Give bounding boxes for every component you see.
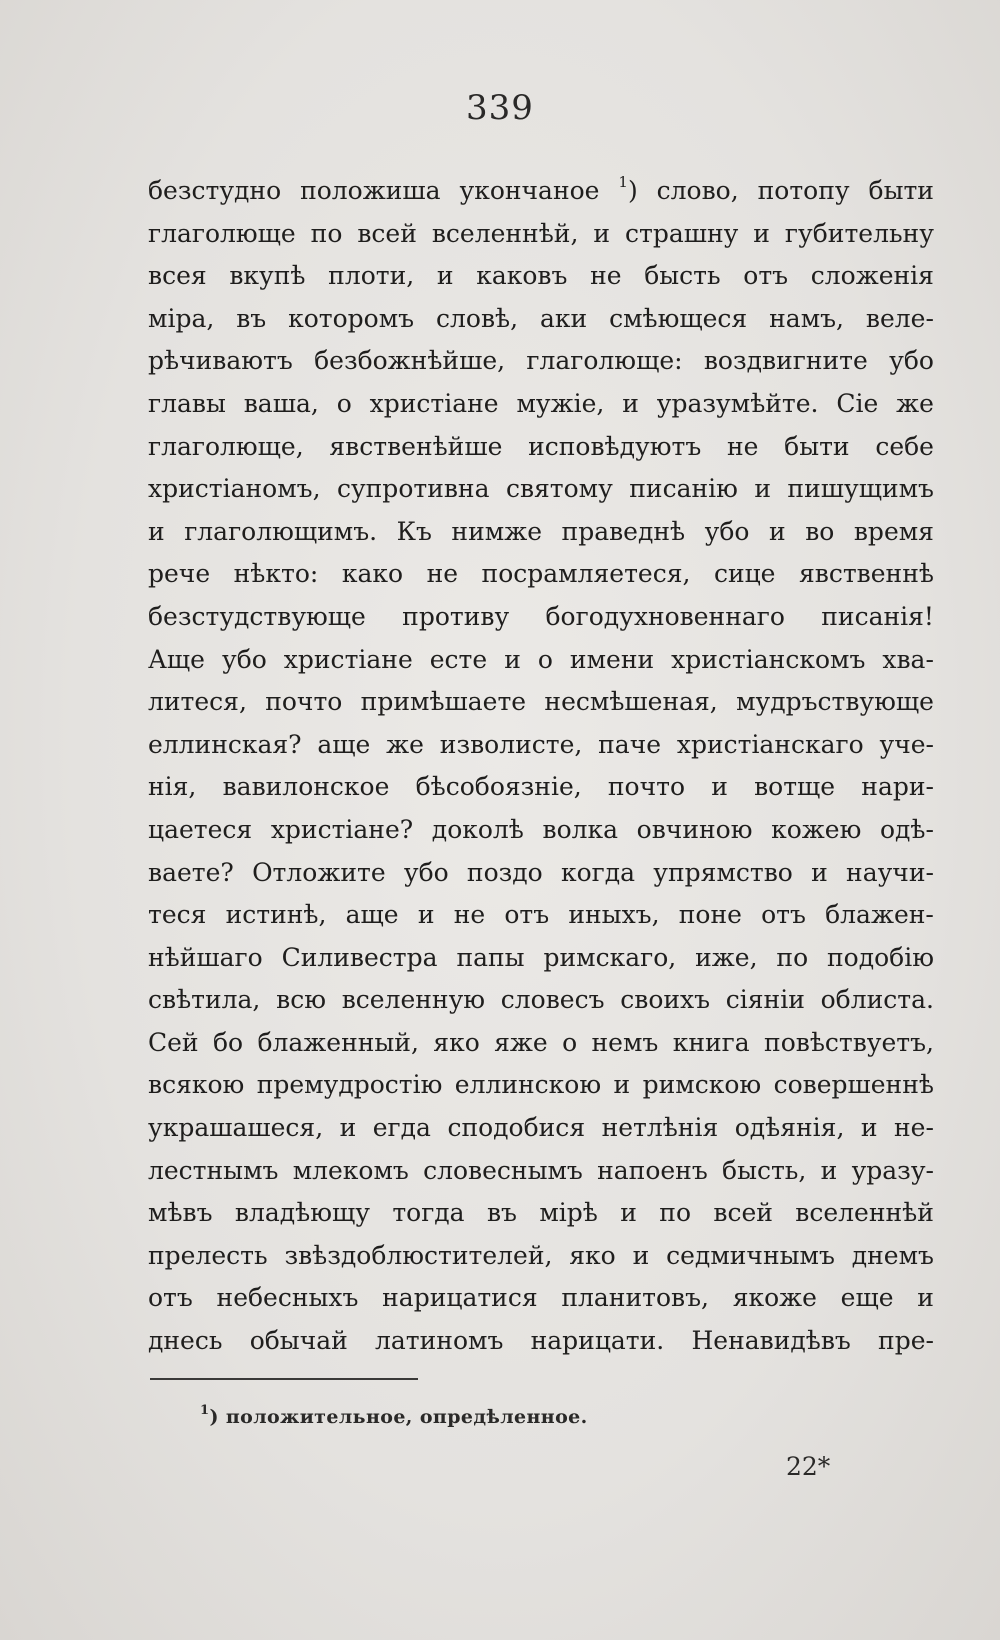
word: напоенъ [597,1155,708,1185]
word: словѣ, [436,303,519,333]
word: и [504,644,521,674]
word: и [339,1113,357,1143]
word: яже [494,1027,548,1057]
word: рѣчиваютъ [148,346,293,376]
word: истинѣ, [225,900,327,930]
footnote-reference: 1 [618,173,628,191]
word: яко [433,1027,480,1057]
word: не [726,431,759,461]
text-line [148,553,934,596]
word: христіанскомъ [671,644,866,674]
word: папы [456,942,525,972]
text-line [148,426,934,469]
word: немъ [591,1027,659,1057]
word: убо [221,644,267,674]
word: христіаномъ, [148,474,321,504]
footnote-marker: 1 [200,1403,210,1418]
word: и [620,1198,637,1228]
text-line [148,852,934,895]
word: владѣющу [234,1198,370,1228]
word: сложенія [810,261,934,291]
word: всякою [148,1070,245,1100]
word: планитовъ, [561,1283,709,1313]
word: вотще [754,772,836,802]
word: всей [713,1198,773,1228]
word: потопу [757,176,850,205]
word: прелесть [148,1240,268,1270]
word: глаголющимъ. [184,516,378,546]
word: словеснымъ [423,1155,583,1185]
word: сіяніи [725,985,805,1015]
word: бысть [644,261,721,291]
word: тогда [392,1198,465,1228]
word: каковъ [476,261,568,291]
word: и [622,388,639,418]
word: цаетеся [148,814,253,844]
text-line [148,213,934,256]
word: и [148,516,165,546]
word: не- [894,1113,934,1143]
word: яко [569,1240,616,1270]
text-line [148,1107,934,1150]
word: нѣйшаго [148,942,263,972]
word: седмичнымъ [666,1240,835,1270]
text-line [148,1320,934,1363]
word: еллинская? [148,729,302,759]
word: аще [345,900,399,930]
text-line [148,809,934,852]
word: звѣздоблюстителей, [284,1240,553,1270]
word: плоти, [328,261,415,291]
word: мудръствующе [736,687,934,717]
word: обычай [249,1326,348,1356]
word: небесныхъ [216,1283,359,1313]
word: кожею [771,814,862,844]
word: себе [875,431,934,461]
word: пре- [878,1326,934,1356]
word: которомъ [288,303,415,333]
text-line [148,511,934,554]
word: же [386,729,424,759]
word: егда [372,1113,431,1143]
body-text [148,170,934,1363]
word: писанія! [821,601,934,631]
word: еще [840,1283,894,1313]
word: $^1$) [618,173,638,205]
text-line [148,383,934,426]
text-line [148,937,934,980]
word: воздвигните [703,346,868,376]
word: писанію [629,474,738,504]
word: бысть, [722,1155,807,1185]
word: не [426,559,459,589]
word: всей [357,218,417,248]
word: христіане? [270,814,414,844]
word: глаголюще [148,218,296,248]
word: изволисте, [439,729,583,759]
word: главы [148,388,226,418]
word: есте [429,644,488,674]
word: Аще [148,644,205,674]
word: противу [402,601,510,631]
word: примѣшаете [360,687,527,717]
word: по [659,1198,691,1228]
word: и [820,1155,838,1185]
word: имени [569,644,655,674]
word: вселеннѣй, [431,218,579,248]
word: нѣкто: [233,559,319,589]
word: лестнымъ [148,1155,279,1185]
word: словесъ [500,985,605,1015]
word: мѣвъ [148,1198,213,1228]
word: по [310,218,343,248]
word: отъ [504,900,550,930]
word: блаженный, [257,1027,419,1057]
word: во [805,516,835,546]
text-line [148,468,934,511]
word: и [436,261,454,291]
word: вкупѣ [229,261,306,291]
word: слово, [656,176,739,205]
word: волка [542,814,619,844]
word: Сіе [836,388,879,418]
word: уразу- [851,1155,934,1185]
word: латиномъ [375,1326,504,1356]
word: днемъ [851,1240,934,1270]
text-line [148,1022,934,1065]
word: глаголюще, [148,431,304,461]
word: губительну [784,218,934,248]
word: нари- [861,772,934,802]
word: христіане [369,388,499,418]
word: быти [868,176,934,205]
word: почто [265,687,343,717]
word: праведнѣ [561,516,686,546]
text-line [148,1064,934,1107]
word: Отложите [252,857,386,887]
word: безбожнѣйше, [314,346,506,376]
word: отъ [761,900,806,930]
word: о [537,644,553,674]
word: хва- [882,644,934,674]
word: смѣющеся [609,303,748,333]
word: своихъ [620,985,711,1015]
word: не [590,261,622,291]
word: глаголюще: [526,346,683,376]
text-line [148,894,934,937]
word: литеся, [148,687,247,717]
word: мужіе, [516,388,605,418]
word: христіанскаго [676,729,864,759]
word: поне [678,900,742,930]
text-line [148,724,934,767]
word: подобію [827,942,934,972]
word: Къ [396,516,432,546]
word: иныхъ, [568,900,660,930]
word: супротивна [336,474,490,504]
word: сице [713,559,776,589]
word: бѣсобоязніе, [415,772,582,802]
word: уразумѣйте. [656,388,819,418]
word: премудростію [256,1070,443,1100]
word: паче [598,729,662,759]
text-line [148,979,934,1022]
signature-mark: 22* [786,1452,831,1481]
footnote-text: ) положительное, опредѣленное. [209,1406,588,1428]
word: вселенную [341,985,486,1015]
text-line [148,170,934,213]
word: доколѣ [431,814,524,844]
word: не [453,900,486,930]
word: упрямство [653,857,793,887]
word: веле- [865,303,934,333]
word: и [417,900,435,930]
word: сподобися [447,1113,586,1143]
word: о [562,1027,578,1057]
word: нимже [451,516,542,546]
word: и [860,1113,878,1143]
word: поздо [466,857,543,887]
word: бо [212,1027,244,1057]
word: и [593,218,611,248]
word: святому [505,474,613,504]
word: и [917,1283,934,1313]
word: убо [889,346,934,376]
word: римскою [642,1070,762,1100]
word: ваша, [243,388,319,418]
word: и [753,218,770,248]
word: и [811,857,828,887]
word: иже, [695,942,758,972]
text-line [148,1150,934,1193]
word: како [341,559,404,589]
word: пишущимъ [787,474,934,504]
word: млекомъ [292,1155,409,1185]
word: уче- [879,729,934,759]
word: въ [236,303,267,333]
word: ваете? [148,857,234,887]
word: нарицати. [530,1326,665,1356]
word: теся [148,900,207,930]
word: всю [276,985,326,1015]
word: убо [403,857,449,887]
footnote [200,1403,588,1428]
word: облиста. [820,985,934,1015]
word: страшну [624,218,739,248]
word: положиша [300,176,441,205]
word: нія, [148,772,197,802]
word: мірѣ [539,1198,598,1228]
word: исповѣдуютъ [528,431,702,461]
word: совершеннѣ [773,1070,934,1100]
word: по [776,942,809,972]
text-line [148,1277,934,1320]
word: вселеннѣй [795,1198,934,1228]
word: и [768,516,786,546]
word: Ненавидѣвъ [691,1326,851,1356]
word: въ [486,1198,517,1228]
word: всея [148,261,207,291]
word: еллинскою [454,1070,602,1100]
word: богодухновеннаго [545,601,785,631]
word: безстудно [148,176,282,205]
word: книга [672,1027,750,1057]
page-number: 339 [466,88,534,128]
word: и [632,1240,650,1270]
word: міра, [148,303,215,333]
word: нетлѣнія [601,1113,719,1143]
word: одѣянія, [734,1113,845,1143]
word: рече [148,559,211,589]
word: безстудствующе [148,601,366,631]
word: быти [784,431,850,461]
word: время [853,516,934,546]
word: овчиною [636,814,753,844]
word: аще [317,729,371,759]
word: нарицатися [382,1283,538,1313]
word: о [336,388,352,418]
word: почто [607,772,686,802]
text-line [148,255,934,298]
word: когда [560,857,636,887]
footnote-divider [150,1378,418,1380]
word: явственѣйше [329,431,503,461]
word: свѣтила, [148,985,261,1015]
word: отъ [148,1283,193,1313]
word: вавилонское [222,772,390,802]
word: украшашеся, [148,1113,324,1143]
text-line [148,298,934,341]
word: одѣ- [879,814,934,844]
word: якоже [732,1283,817,1313]
word: повѣствуетъ, [764,1027,934,1057]
text-line [148,1235,934,1278]
word: Сей [148,1027,199,1057]
text-line [148,639,934,682]
word: намъ, [769,303,844,333]
word: и [754,474,771,504]
word: аки [539,303,588,333]
word: же [896,388,934,418]
word: убо [704,516,750,546]
word: Силивестра [281,942,438,972]
word: римскаго, [543,942,677,972]
word: научи- [846,857,934,887]
text-line [148,1192,934,1235]
word: христіане [283,644,413,674]
word: блажен- [825,900,934,930]
text-line [148,596,934,639]
word: и [613,1070,631,1100]
word: посрамляетеся, [481,559,691,589]
text-line [148,340,934,383]
word: укончаное [459,176,600,205]
word: днесь [148,1326,223,1356]
word: отъ [743,261,789,291]
text-line [148,766,934,809]
word: и [711,772,728,802]
text-line [148,681,934,724]
word: несмѣшеная, [544,687,718,717]
word: явственнѣ [799,559,934,589]
